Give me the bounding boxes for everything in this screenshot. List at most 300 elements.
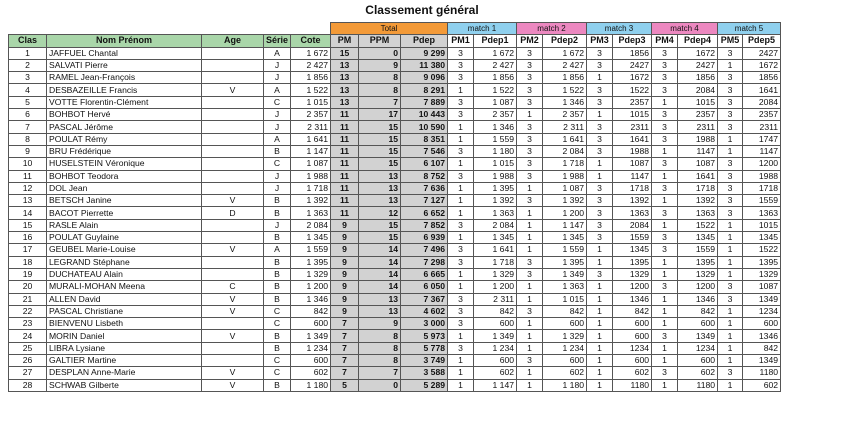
pdep4-cell: 2311 xyxy=(678,121,718,133)
pdep1-cell: 2 357 xyxy=(474,109,517,121)
col-header: Clas xyxy=(9,35,47,47)
table-row xyxy=(9,182,781,194)
pm5-cell: 1 xyxy=(718,342,743,354)
pm2-cell: 3 xyxy=(517,96,543,108)
rank-cell: 8 xyxy=(9,133,47,145)
pm2-cell: 3 xyxy=(517,355,543,367)
name-cell: PASCAL Christiane xyxy=(47,305,202,317)
pm3-cell: 1 xyxy=(587,281,613,293)
rank-cell: 10 xyxy=(9,158,47,170)
pdep3-cell: 1392 xyxy=(613,195,652,207)
pm3-cell: 3 xyxy=(587,232,613,244)
pdep5-cell: 2311 xyxy=(743,121,781,133)
table-row xyxy=(9,133,781,145)
pdep-cell: 10 590 xyxy=(401,121,448,133)
pm-cell: 9 xyxy=(331,244,359,256)
pdep-cell: 6 665 xyxy=(401,268,448,280)
pm5-cell: 3 xyxy=(718,170,743,182)
pdep1-cell: 1 147 xyxy=(474,379,517,391)
pdep1-cell: 1 329 xyxy=(474,268,517,280)
pm2-cell: 3 xyxy=(517,170,543,182)
name-cell: POULAT Rémy xyxy=(47,133,202,145)
pm1-cell: 3 xyxy=(448,72,474,84)
name-cell: JAFFUEL Chantal xyxy=(47,47,202,59)
pdep4-cell: 1345 xyxy=(678,232,718,244)
rank-cell: 2 xyxy=(9,59,47,71)
series-cell: B xyxy=(264,232,291,244)
pdep2-cell: 2 084 xyxy=(543,145,587,157)
pm-cell: 13 xyxy=(331,72,359,84)
pm1-cell: 1 xyxy=(448,207,474,219)
ppm-cell: 8 xyxy=(359,355,401,367)
series-cell: A xyxy=(264,84,291,96)
pm1-cell: 3 xyxy=(448,256,474,268)
rank-cell: 11 xyxy=(9,170,47,182)
rating-cell: 1 329 xyxy=(291,268,331,280)
rank-cell: 9 xyxy=(9,145,47,157)
pm2-cell: 3 xyxy=(517,145,543,157)
pdep3-cell: 602 xyxy=(613,367,652,379)
pm4-cell: 1 xyxy=(652,379,678,391)
pm1-cell: 3 xyxy=(448,170,474,182)
pm2-cell: 3 xyxy=(517,158,543,170)
rank-cell: 24 xyxy=(9,330,47,342)
series-cell: J xyxy=(264,59,291,71)
pm5-cell: 1 xyxy=(718,355,743,367)
name-cell: VOTTE Florentin-Clément xyxy=(47,96,202,108)
pdep5-cell: 1522 xyxy=(743,244,781,256)
age-cell: V xyxy=(202,367,264,379)
pm2-cell: 1 xyxy=(517,281,543,293)
pm2-cell: 1 xyxy=(517,318,543,330)
table-row xyxy=(9,244,781,256)
col-header: PM2 xyxy=(517,35,543,47)
rank-cell: 18 xyxy=(9,256,47,268)
rank-cell: 20 xyxy=(9,281,47,293)
pdep5-cell: 1234 xyxy=(743,305,781,317)
series-cell: A xyxy=(264,133,291,145)
pdep-cell: 7 496 xyxy=(401,244,448,256)
series-cell: B xyxy=(264,207,291,219)
rank-cell: 1 xyxy=(9,47,47,59)
pm-cell: 11 xyxy=(331,121,359,133)
pdep-cell: 7 889 xyxy=(401,96,448,108)
pdep5-cell: 1395 xyxy=(743,256,781,268)
pm4-cell: 1 xyxy=(652,355,678,367)
pm2-cell: 3 xyxy=(517,133,543,145)
pm2-cell: 3 xyxy=(517,59,543,71)
pdep1-cell: 600 xyxy=(474,318,517,330)
rank-cell: 17 xyxy=(9,244,47,256)
name-cell: BOHBOT Hervé xyxy=(47,109,202,121)
pdep1-cell: 2 311 xyxy=(474,293,517,305)
pm3-cell: 1 xyxy=(587,158,613,170)
pdep5-cell: 2357 xyxy=(743,109,781,121)
pdep3-cell: 600 xyxy=(613,330,652,342)
pm2-cell: 1 xyxy=(517,219,543,231)
pdep1-cell: 1 395 xyxy=(474,182,517,194)
pdep2-cell: 2 311 xyxy=(543,121,587,133)
ppm-cell: 0 xyxy=(359,47,401,59)
age-cell xyxy=(202,355,264,367)
column-header-row xyxy=(9,35,781,47)
pdep4-cell: 842 xyxy=(678,305,718,317)
group-match-2: match 2 xyxy=(517,23,587,35)
series-cell: J xyxy=(264,109,291,121)
rank-cell: 4 xyxy=(9,84,47,96)
ppm-cell: 8 xyxy=(359,72,401,84)
pm-cell: 13 xyxy=(331,84,359,96)
name-cell: GEUBEL Marie-Louise xyxy=(47,244,202,256)
pm-cell: 11 xyxy=(331,207,359,219)
table-row xyxy=(9,84,781,96)
series-cell: C xyxy=(264,305,291,317)
age-cell xyxy=(202,158,264,170)
pdep4-cell: 1718 xyxy=(678,182,718,194)
pm4-cell: 3 xyxy=(652,367,678,379)
pm-cell: 7 xyxy=(331,342,359,354)
pm-cell: 9 xyxy=(331,256,359,268)
pdep1-cell: 1 087 xyxy=(474,96,517,108)
rating-cell: 600 xyxy=(291,318,331,330)
col-header: PM1 xyxy=(448,35,474,47)
age-cell: V xyxy=(202,244,264,256)
pm5-cell: 1 xyxy=(718,145,743,157)
pm5-cell: 3 xyxy=(718,182,743,194)
series-cell: J xyxy=(264,121,291,133)
pm4-cell: 3 xyxy=(652,232,678,244)
pm-cell: 13 xyxy=(331,59,359,71)
pm-cell: 9 xyxy=(331,305,359,317)
name-cell: SCHWAB Gilberte xyxy=(47,379,202,391)
pm4-cell: 1 xyxy=(652,268,678,280)
rating-cell: 1 718 xyxy=(291,182,331,194)
name-cell: DUCHATEAU Alain xyxy=(47,268,202,280)
series-cell: C xyxy=(264,355,291,367)
pdep2-cell: 1 200 xyxy=(543,207,587,219)
rating-cell: 1 856 xyxy=(291,72,331,84)
table-row xyxy=(9,305,781,317)
table-row xyxy=(9,72,781,84)
pm-cell: 9 xyxy=(331,232,359,244)
pdep3-cell: 1329 xyxy=(613,268,652,280)
pm-cell: 13 xyxy=(331,96,359,108)
pdep2-cell: 1 395 xyxy=(543,256,587,268)
pdep3-cell: 1200 xyxy=(613,281,652,293)
age-cell xyxy=(202,145,264,157)
pdep5-cell: 1559 xyxy=(743,195,781,207)
col-header: Pdep4 xyxy=(678,35,718,47)
pm5-cell: 3 xyxy=(718,281,743,293)
age-cell xyxy=(202,133,264,145)
age-cell xyxy=(202,96,264,108)
pdep1-cell: 1 856 xyxy=(474,72,517,84)
pdep-cell: 6 939 xyxy=(401,232,448,244)
name-cell: RASLE Alain xyxy=(47,219,202,231)
age-cell xyxy=(202,59,264,71)
pm4-cell: 3 xyxy=(652,84,678,96)
pdep5-cell: 1349 xyxy=(743,293,781,305)
pm3-cell: 1 xyxy=(587,379,613,391)
pdep3-cell: 1672 xyxy=(613,72,652,84)
pm4-cell: 1 xyxy=(652,342,678,354)
pdep4-cell: 1234 xyxy=(678,342,718,354)
pm4-cell: 1 xyxy=(652,145,678,157)
pdep3-cell: 1988 xyxy=(613,145,652,157)
pdep2-cell: 1 392 xyxy=(543,195,587,207)
table-row xyxy=(9,256,781,268)
pm4-cell: 1 xyxy=(652,256,678,268)
name-cell: BOHBOT Teodora xyxy=(47,170,202,182)
pm-cell: 11 xyxy=(331,182,359,194)
pm-cell: 11 xyxy=(331,195,359,207)
name-cell: RAMEL Jean-François xyxy=(47,72,202,84)
series-cell: J xyxy=(264,182,291,194)
pdep5-cell: 1329 xyxy=(743,268,781,280)
ppm-cell: 17 xyxy=(359,109,401,121)
pdep4-cell: 600 xyxy=(678,355,718,367)
pdep1-cell: 1 641 xyxy=(474,244,517,256)
pdep3-cell: 1345 xyxy=(613,244,652,256)
pm-cell: 7 xyxy=(331,355,359,367)
age-cell: V xyxy=(202,84,264,96)
pm3-cell: 3 xyxy=(587,96,613,108)
table-row xyxy=(9,232,781,244)
col-header: Pdep2 xyxy=(543,35,587,47)
pm1-cell: 1 xyxy=(448,330,474,342)
series-cell: A xyxy=(264,47,291,59)
col-header: Age xyxy=(202,35,264,47)
pdep4-cell: 1329 xyxy=(678,268,718,280)
rank-cell: 3 xyxy=(9,72,47,84)
rating-cell: 1 641 xyxy=(291,133,331,145)
pm2-cell: 3 xyxy=(517,47,543,59)
pdep1-cell: 1 200 xyxy=(474,281,517,293)
pm1-cell: 1 xyxy=(448,281,474,293)
pm3-cell: 1 xyxy=(587,330,613,342)
pdep-cell: 7 852 xyxy=(401,219,448,231)
pdep5-cell: 602 xyxy=(743,379,781,391)
rating-cell: 1 345 xyxy=(291,232,331,244)
rating-cell: 1 559 xyxy=(291,244,331,256)
pdep4-cell: 1346 xyxy=(678,293,718,305)
group-match-4: match 4 xyxy=(652,23,718,35)
pm5-cell: 1 xyxy=(718,379,743,391)
pm5-cell: 1 xyxy=(718,330,743,342)
pm3-cell: 1 xyxy=(587,244,613,256)
pm4-cell: 1 xyxy=(652,219,678,231)
pdep5-cell: 1180 xyxy=(743,367,781,379)
pm4-cell: 1 xyxy=(652,195,678,207)
pm3-cell: 1 xyxy=(587,305,613,317)
pm2-cell: 1 xyxy=(517,109,543,121)
pdep1-cell: 2 427 xyxy=(474,59,517,71)
pm4-cell: 3 xyxy=(652,47,678,59)
col-header: Pdep xyxy=(401,35,448,47)
pm5-cell: 3 xyxy=(718,72,743,84)
pm2-cell: 1 xyxy=(517,207,543,219)
rating-cell: 1 395 xyxy=(291,256,331,268)
pdep1-cell: 2 084 xyxy=(474,219,517,231)
pdep-cell: 3 749 xyxy=(401,355,448,367)
pm3-cell: 1 xyxy=(587,256,613,268)
pm5-cell: 1 xyxy=(718,232,743,244)
pm1-cell: 1 xyxy=(448,133,474,145)
age-cell: D xyxy=(202,207,264,219)
name-cell: POULAT Guylaine xyxy=(47,232,202,244)
pdep2-cell: 1 345 xyxy=(543,232,587,244)
ppm-cell: 14 xyxy=(359,256,401,268)
table-row xyxy=(9,379,781,391)
table-row xyxy=(9,342,781,354)
pdep3-cell: 2084 xyxy=(613,219,652,231)
pm4-cell: 1 xyxy=(652,305,678,317)
series-cell: C xyxy=(264,96,291,108)
pm1-cell: 3 xyxy=(448,305,474,317)
series-cell: J xyxy=(264,170,291,182)
rating-cell: 1 087 xyxy=(291,158,331,170)
ppm-cell: 15 xyxy=(359,121,401,133)
ppm-cell: 14 xyxy=(359,244,401,256)
name-cell: BACOT Pierrette xyxy=(47,207,202,219)
rating-cell: 602 xyxy=(291,367,331,379)
pm3-cell: 3 xyxy=(587,207,613,219)
age-cell: V xyxy=(202,305,264,317)
table-row xyxy=(9,330,781,342)
pdep5-cell: 1345 xyxy=(743,232,781,244)
rating-cell: 1 147 xyxy=(291,145,331,157)
table-row xyxy=(9,96,781,108)
pdep2-cell: 1 346 xyxy=(543,96,587,108)
pm4-cell: 1 xyxy=(652,318,678,330)
pm1-cell: 3 xyxy=(448,59,474,71)
rank-cell: 15 xyxy=(9,219,47,231)
pm3-cell: 1 xyxy=(587,355,613,367)
col-header: Cote xyxy=(291,35,331,47)
pdep3-cell: 600 xyxy=(613,355,652,367)
pm4-cell: 1 xyxy=(652,96,678,108)
pm-cell: 11 xyxy=(331,145,359,157)
series-cell: C xyxy=(264,158,291,170)
pm4-cell: 3 xyxy=(652,158,678,170)
age-cell: C xyxy=(202,281,264,293)
pm1-cell: 3 xyxy=(448,293,474,305)
pdep2-cell: 1 856 xyxy=(543,72,587,84)
name-cell: MORIN Daniel xyxy=(47,330,202,342)
rating-cell: 1 234 xyxy=(291,342,331,354)
name-cell: GALTIER Martine xyxy=(47,355,202,367)
pm3-cell: 1 xyxy=(587,170,613,182)
pm5-cell: 1 xyxy=(718,256,743,268)
table-row xyxy=(9,158,781,170)
pm3-cell: 1 xyxy=(587,109,613,121)
name-cell: DESPLAN Anne-Marie xyxy=(47,367,202,379)
pm1-cell: 3 xyxy=(448,47,474,59)
pm-cell: 7 xyxy=(331,318,359,330)
col-header: PM5 xyxy=(718,35,743,47)
pm2-cell: 3 xyxy=(517,256,543,268)
pm-cell: 7 xyxy=(331,367,359,379)
pm-cell: 11 xyxy=(331,170,359,182)
age-cell xyxy=(202,232,264,244)
table-row xyxy=(9,367,781,379)
series-cell: J xyxy=(264,72,291,84)
pm1-cell: 1 xyxy=(448,367,474,379)
pdep5-cell: 1718 xyxy=(743,182,781,194)
pdep-cell: 6 050 xyxy=(401,281,448,293)
pdep3-cell: 1718 xyxy=(613,182,652,194)
pdep1-cell: 1 559 xyxy=(474,133,517,145)
age-cell xyxy=(202,109,264,121)
pm2-cell: 1 xyxy=(517,182,543,194)
pm1-cell: 3 xyxy=(448,318,474,330)
name-cell: LEGRAND Stéphane xyxy=(47,256,202,268)
pdep5-cell: 1672 xyxy=(743,59,781,71)
pm-cell: 9 xyxy=(331,268,359,280)
series-cell: B xyxy=(264,195,291,207)
series-cell: B xyxy=(264,145,291,157)
pdep2-cell: 1 180 xyxy=(543,379,587,391)
pdep3-cell: 1395 xyxy=(613,256,652,268)
pdep2-cell: 1 087 xyxy=(543,182,587,194)
pm2-cell: 3 xyxy=(517,84,543,96)
rating-cell: 2 311 xyxy=(291,121,331,133)
series-cell: B xyxy=(264,256,291,268)
pm1-cell: 3 xyxy=(448,244,474,256)
pm1-cell: 1 xyxy=(448,355,474,367)
pdep-cell: 6 652 xyxy=(401,207,448,219)
pdep-cell: 9 096 xyxy=(401,72,448,84)
rank-cell: 14 xyxy=(9,207,47,219)
age-cell: V xyxy=(202,293,264,305)
pdep1-cell: 1 180 xyxy=(474,145,517,157)
pdep5-cell: 1087 xyxy=(743,281,781,293)
series-cell: A xyxy=(264,244,291,256)
pdep-cell: 8 291 xyxy=(401,84,448,96)
name-cell: DESBAZEILLE Francis xyxy=(47,84,202,96)
ppm-cell: 7 xyxy=(359,367,401,379)
pm3-cell: 3 xyxy=(587,219,613,231)
pdep4-cell: 1522 xyxy=(678,219,718,231)
pm-cell: 5 xyxy=(331,379,359,391)
ppm-cell: 15 xyxy=(359,133,401,145)
pdep-cell: 10 443 xyxy=(401,109,448,121)
table-row xyxy=(9,121,781,133)
ppm-cell: 15 xyxy=(359,232,401,244)
series-cell: B xyxy=(264,268,291,280)
ppm-cell: 13 xyxy=(359,293,401,305)
pm4-cell: 3 xyxy=(652,133,678,145)
rating-cell: 1 015 xyxy=(291,96,331,108)
age-cell xyxy=(202,256,264,268)
pm-cell: 11 xyxy=(331,133,359,145)
rank-cell: 7 xyxy=(9,121,47,133)
col-header: PM xyxy=(331,35,359,47)
ppm-cell: 15 xyxy=(359,145,401,157)
pdep3-cell: 842 xyxy=(613,305,652,317)
ppm-cell: 15 xyxy=(359,219,401,231)
page-title: Classement général xyxy=(365,3,479,17)
pm1-cell: 1 xyxy=(448,232,474,244)
ppm-cell: 15 xyxy=(359,158,401,170)
pm3-cell: 1 xyxy=(587,367,613,379)
pdep3-cell: 1856 xyxy=(613,47,652,59)
series-cell: J xyxy=(264,219,291,231)
pm1-cell: 3 xyxy=(448,342,474,354)
group-total: Total xyxy=(331,23,448,35)
table-row xyxy=(9,195,781,207)
pdep4-cell: 2084 xyxy=(678,84,718,96)
